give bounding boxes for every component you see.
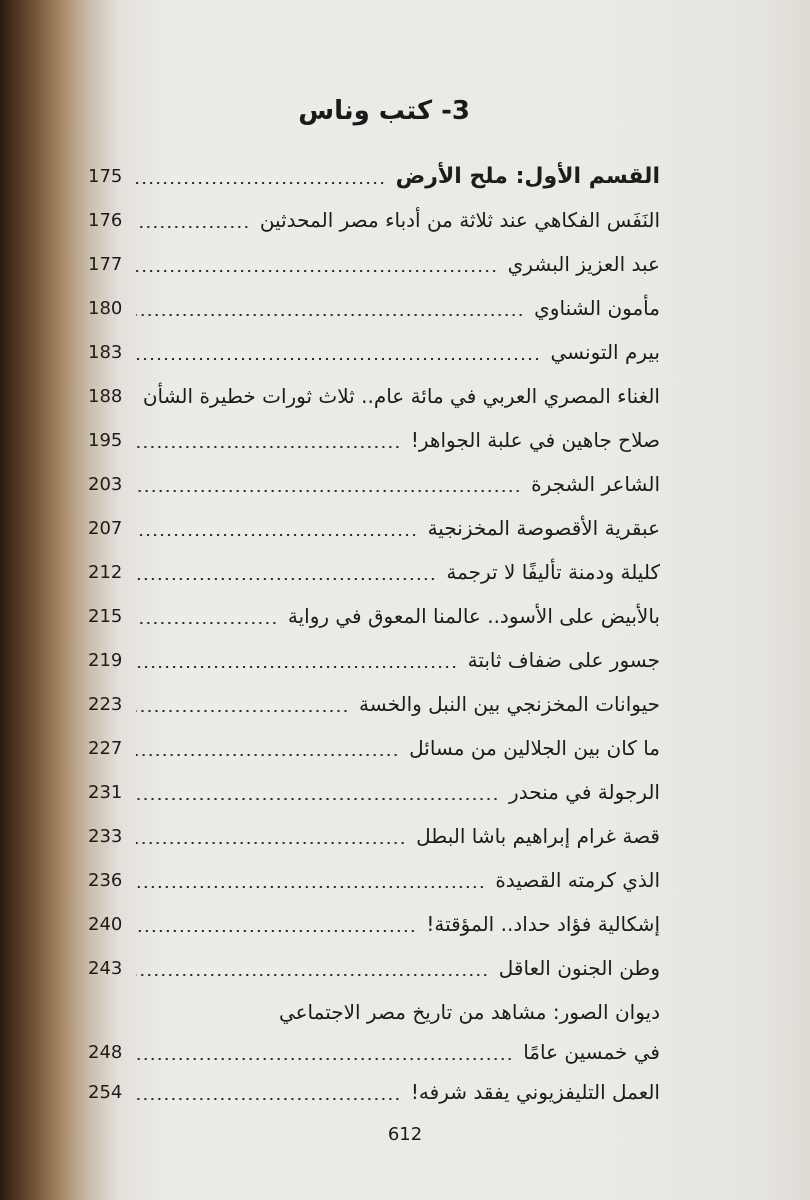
toc-entry-title: جسور على ضفاف ثابتة (467, 648, 660, 672)
dot-leader (136, 490, 521, 492)
toc-entry (88, 1072, 660, 1112)
dot-leader (136, 1098, 401, 1100)
toc-entry-page: 243 (88, 957, 123, 979)
chapter-title: 3- كتب وناس (298, 96, 470, 126)
toc-entry-page: 219 (88, 649, 123, 671)
dot-leader (136, 314, 524, 316)
toc-entry (88, 508, 660, 548)
toc-entry-page: 215 (88, 605, 123, 627)
toc-entry-title: ديوان الصور: مشاهد من تاريخ مصر الاجتماعي (278, 1000, 660, 1024)
toc-entry-title: الغناء المصري العربي في مائة عام.. ثلاث ثورات خطيرة الشأن (142, 384, 660, 408)
toc-entry-page: 223 (88, 693, 123, 715)
toc-entry-page: 203 (88, 473, 123, 495)
toc-entry (88, 288, 660, 328)
toc-entry-page: 236 (88, 869, 123, 891)
toc-entry (88, 816, 660, 856)
toc-entry-title: وطن الجنون العاقل (498, 956, 660, 980)
toc-entry (88, 596, 660, 636)
dot-leader (136, 358, 541, 360)
toc-entry (88, 1032, 660, 1072)
toc-entry (88, 640, 660, 680)
toc-entry-page: 240 (88, 913, 123, 935)
dot-leader (136, 534, 418, 536)
toc-entry-title: القسم الأول: ملح الأرض (395, 163, 660, 189)
dot-leader (136, 1058, 513, 1060)
toc-entry (88, 684, 660, 724)
toc-entry-page: 176 (88, 209, 123, 231)
toc-entry-page: 212 (88, 561, 123, 583)
toc-entry (88, 464, 660, 504)
dot-leader (136, 886, 485, 888)
toc-entry-title: العمل التليفزيوني يفقد شرفه! (410, 1080, 660, 1104)
toc-entry (88, 420, 660, 460)
toc-entry-page: 183 (88, 341, 123, 363)
toc-entry (88, 860, 660, 900)
toc-entry-title: بيرم التونسي (550, 340, 660, 364)
toc-entry-title: في خمسين عامًا (523, 1040, 660, 1064)
dot-leader (136, 226, 250, 228)
toc-entry (88, 156, 660, 196)
toc-entry (88, 992, 660, 1032)
toc-entry (88, 948, 660, 988)
toc-entry-title: حيوانات المخزنجي بين النبل والخسة (359, 692, 660, 716)
toc-entry-title: إشكالية فؤاد حداد.. المؤقتة! (426, 912, 660, 936)
dot-leader (136, 578, 436, 580)
toc-entry-page: 254 (88, 1081, 123, 1103)
dot-leader (136, 842, 406, 844)
toc-entry-title: الرجولة في منحدر (509, 780, 660, 804)
dot-leader (136, 754, 399, 756)
toc-entry-page: 177 (88, 253, 123, 275)
dot-leader (136, 798, 499, 800)
dot-leader (136, 182, 386, 184)
dot-leader (136, 666, 458, 668)
dot-leader (136, 446, 401, 448)
toc-entry (88, 244, 660, 284)
toc-entry-title: الذي كرمته القصيدة (495, 868, 660, 892)
toc-entry-title: عبد العزيز البشري (507, 252, 660, 276)
toc-entry-page: 207 (88, 517, 123, 539)
toc-entry (88, 904, 660, 944)
toc-entry (88, 772, 660, 812)
dot-leader (136, 270, 498, 272)
page-number: 612 (387, 1124, 423, 1145)
toc-entry-title: عبقرية الأقصوصة المخزنجية (427, 516, 660, 540)
toc-entry (88, 376, 660, 416)
toc-entry-page: 180 (88, 297, 123, 319)
toc-entry-title: قصة غرام إبراهيم باشا البطل (416, 824, 660, 848)
toc-entry (88, 332, 660, 372)
toc-entry-page: 231 (88, 781, 123, 803)
toc-entry (88, 200, 660, 240)
toc-entry-page: 227 (88, 737, 123, 759)
toc-entry-page: 248 (88, 1041, 123, 1063)
toc-entry-page: 233 (88, 825, 123, 847)
toc-entry-title: مأمون الشناوي (534, 296, 660, 320)
toc-entry-title: الشاعر الشجرة (531, 472, 660, 496)
toc-entry (88, 552, 660, 592)
toc-entry-title: بالأبيض على الأسود.. عالمنا المعوق في رواية (287, 604, 660, 628)
toc-entry-page: 175 (88, 165, 123, 187)
toc-entry-page: 195 (88, 429, 123, 451)
toc-entry-title: ما كان بين الجلالين من مسائل (409, 736, 660, 760)
table-of-contents (88, 150, 660, 1110)
toc-entry-title: كليلة ودمنة تأليفًا لا ترجمة (446, 560, 660, 584)
dot-leader (136, 622, 278, 624)
toc-entry-title: صلاح جاهين في علبة الجواهر! (410, 428, 660, 452)
dot-leader (136, 710, 349, 712)
dot-leader (136, 930, 416, 932)
toc-entry (88, 728, 660, 768)
dot-leader (136, 974, 489, 976)
toc-entry-title: النَفَس الفكاهي عند ثلاثة من أدباء مصر المحدثين (259, 208, 660, 232)
toc-entry-page: 188 (88, 385, 123, 407)
